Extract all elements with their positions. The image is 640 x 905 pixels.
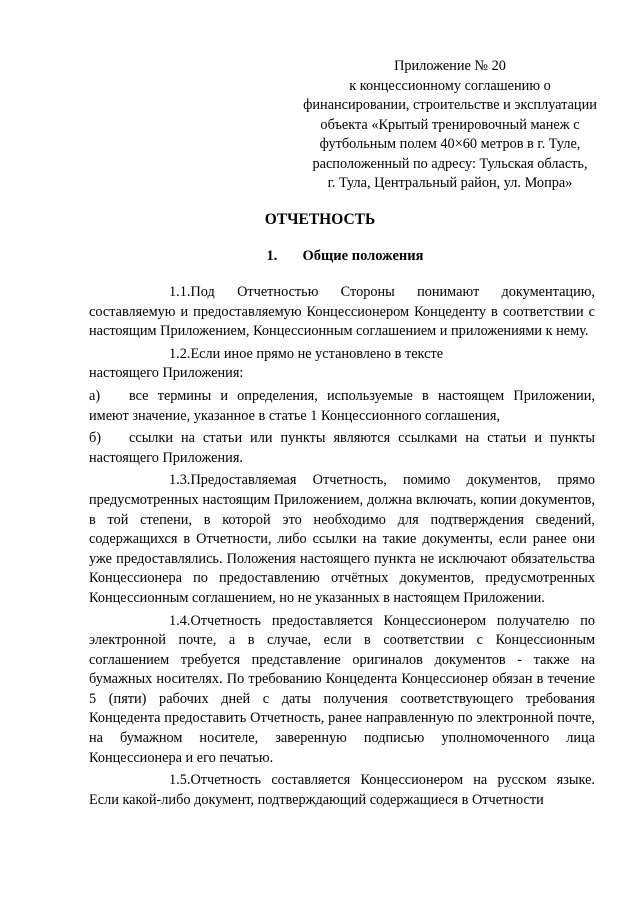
paragraph-number: 1.5.	[169, 772, 191, 789]
section-title: Общие положения	[302, 248, 424, 264]
appendix-header	[290, 57, 610, 194]
paragraph-1-1	[89, 283, 595, 342]
appendix-line: финансировании, строительстве и эксплуатации	[303, 97, 597, 113]
appendix-line: к концессионному соглашению о	[349, 77, 551, 94]
paragraph-text: Под Отчетностью Стороны понимают документацию, составляемую и предоставляемую Концессионером Концеденту в соответствии с настоящим Приложением, Концессионным соглашением и приложениями к нему.	[89, 284, 595, 340]
list-item-b	[89, 429, 595, 468]
paragraph-1-2	[89, 345, 595, 384]
section-number: 1.	[266, 248, 278, 264]
paragraph-number: 1.3.	[169, 472, 191, 489]
list-item-a	[89, 387, 595, 426]
paragraph-text: Если иное прямо не установлено в тексте настоящего Приложения:	[89, 345, 444, 382]
document-body	[89, 283, 595, 813]
appendix-line: расположенный по адресу: Тульская область,	[312, 155, 588, 172]
appendix-line: Приложение № 20	[394, 58, 506, 74]
paragraph-number: 1.2.	[169, 345, 191, 362]
paragraph-1-4	[89, 612, 595, 769]
paragraph-number: 1.4.	[169, 612, 191, 629]
appendix-line: футбольным полем 40×60 метров в г. Туле,	[319, 136, 581, 152]
paragraph-1-3	[89, 471, 595, 608]
section-heading	[0, 248, 640, 265]
list-label: б)	[89, 430, 102, 447]
list-text: все термины и определения, используемые в настоящем Приложении, имеют значение, указанное в статье 1 Концессионного соглашения,	[89, 387, 595, 424]
paragraph-1-5	[89, 771, 595, 810]
paragraph-text: Отчетность предоставляется Концессионером получателю по электронной почте, а в случае, если в соответствии с Концессионным соглашением требуется представление оригиналов документов - также на бумажных носителях. По требованию Концедента Концессионер обязан в течение 5 (пяти) рабочих дней с даты получения соответствующего требования Концедента предоставить Отчетность, ранее направленную по электронной почте, на бумажном носителе, заверенную подписью уполномоченного лица Концессионера и его печатью.	[89, 612, 595, 766]
paragraph-text: Предоставляемая Отчетность, помимо документов, прямо предусмотренных настоящим Приложением, должна включать, копии документов, в той степени, в которой это необходимо для подтверждения сведений, содержащихся в Отчетности, либо ссылки на такие документы, если ранее они уже предоставлялись. Положения настоящего пункта не исключают обязательства Концессионера по предоставлению отчётных документов, предусмотренных Концессионным соглашением, но не указанных в настоящем Приложении.	[89, 472, 595, 606]
paragraph-text: Отчетность составляется Концессионером на русском языке. Если какой-либо документ, подтверждающий содержащиеся в Отчетности	[89, 772, 595, 808]
appendix-line: г. Тула, Центральный район, ул. Мопра»	[327, 175, 573, 191]
document-title: ОТЧЕТНОСТЬ	[264, 211, 376, 228]
list-label: а)	[89, 387, 101, 404]
paragraph-number: 1.1.	[169, 284, 191, 300]
list-text: ссылки на статьи или пункты являются ссылками на статьи и пункты настоящего Приложения.	[89, 430, 595, 466]
appendix-line: объекта «Крытый тренировочный манеж с	[320, 116, 580, 133]
